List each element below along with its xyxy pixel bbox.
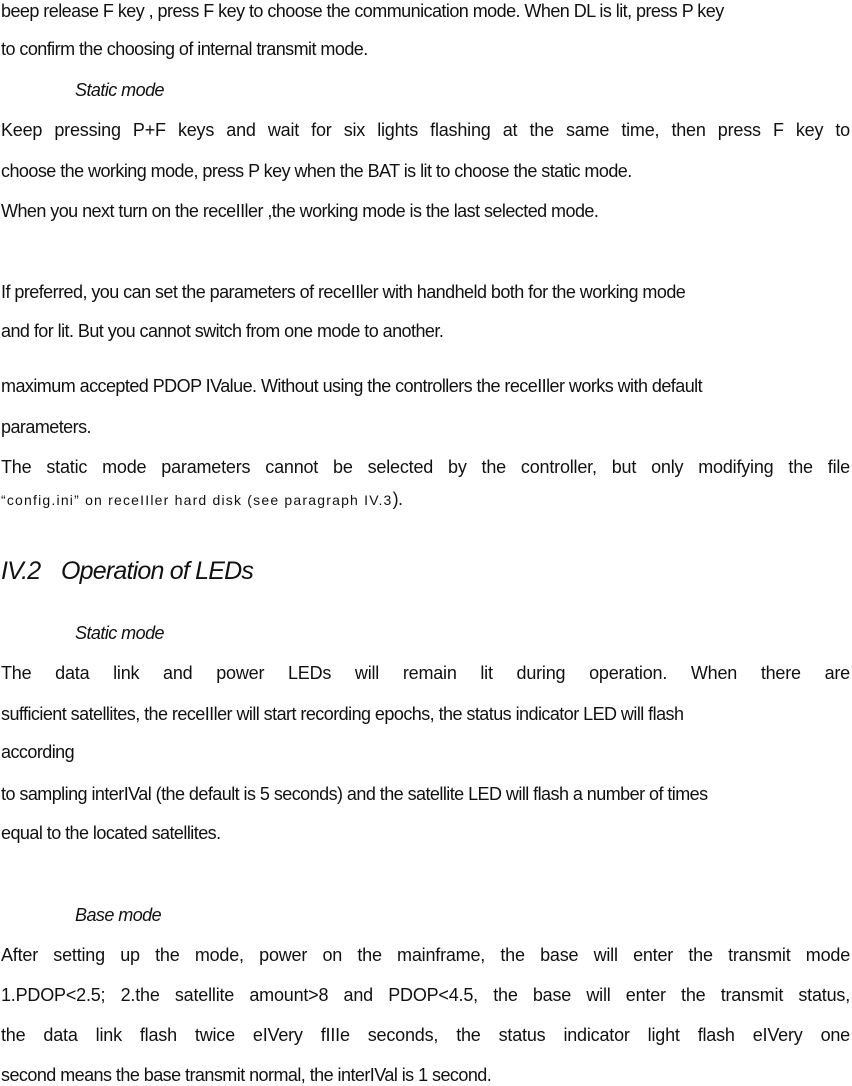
text-line: 1.PDOP<2.5; 2.the satellite amount>8 and PDOP<4.5, the base will enter the transmit status, [1, 985, 850, 1005]
text-line: to confirm the choosing of internal transmit mode. [1, 39, 368, 59]
section-heading [1, 556, 253, 586]
subheading-static-mode: Static mode [75, 80, 164, 100]
section-title: Operation of LEDs [61, 557, 254, 585]
text-line: beep release F key , press F key to choose the communication mode. When DL is lit, press P key [1, 1, 724, 21]
subheading-base-mode: Base mode [75, 905, 162, 925]
text-line: sufficient satellites, the receIIler will start recording epochs, the status indicator LED will flash [1, 704, 684, 724]
text-line: When you next turn on the receIIler ,the working mode is the last selected mode. [1, 201, 599, 221]
text-line: After setting up the mode, power on the mainframe, the base will enter the transmit mode [1, 945, 850, 965]
text-line: second means the base transmit normal, the interIVal is 1 second. [1, 1065, 492, 1085]
text-line: the data link flash twice eIVery fIIIe seconds, the status indicator light flash eIVery one [1, 1025, 850, 1045]
text-line: choose the working mode, press P key when the BAT is lit to choose the static mode. [1, 161, 632, 181]
text-line [1, 488, 850, 511]
text-line: The static mode parameters cannot be selected by the controller, but only modifying the file [1, 457, 850, 477]
text-line: to sampling interIVal (the default is 5 seconds) and the satellite LED will flash a number of times [1, 784, 708, 804]
text-line: equal to the located satellites. [1, 823, 221, 843]
text-line: If preferred, you can set the parameters of receIIler with handheld both for the working mode [1, 282, 686, 302]
subheading-static-mode: Static mode [75, 623, 164, 643]
text-line: maximum accepted PDOP IValue. Without using the controllers the receIIler works with default [1, 376, 703, 396]
section-number: IV.2 [1, 557, 41, 585]
config-file-reference: “config.ini” on receIIler hard disk (see paragraph IV.3 [1, 492, 393, 508]
text-line: according [1, 742, 75, 762]
text-line: and for lit. But you cannot switch from one mode to another. [1, 321, 444, 341]
text-line: parameters. [1, 417, 91, 437]
text-fragment: ). [392, 489, 403, 509]
text-line: Keep pressing P+F keys and wait for six lights flashing at the same time, then press F key to [1, 120, 850, 140]
text-line: The data link and power LEDs will remain lit during operation. When there are [1, 663, 850, 683]
